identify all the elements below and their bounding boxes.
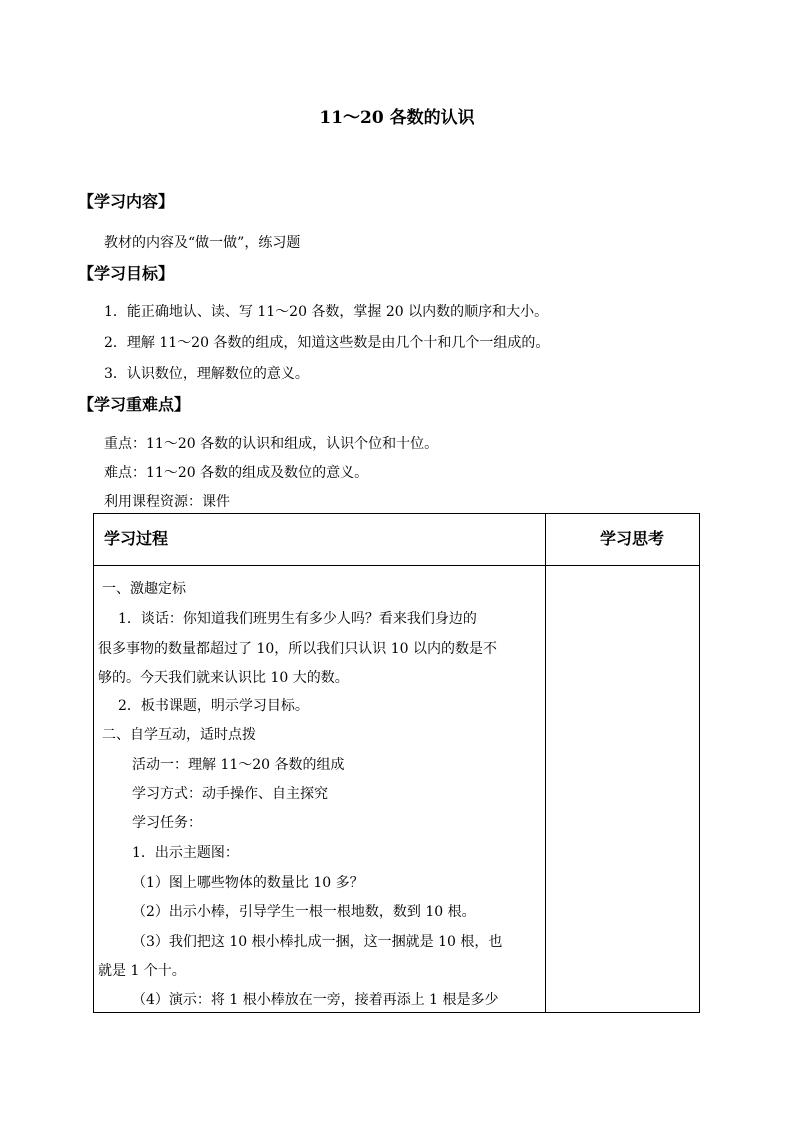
process-line: 1．出示主题图： bbox=[132, 845, 239, 861]
process-line: （4）演示：将 1 根小棒放在一旁，接着再添上 1 根是多少 bbox=[132, 992, 499, 1008]
section-heading-content: 【学习内容】 bbox=[78, 192, 175, 211]
process-line: 二、自学互动，适时点拨 bbox=[102, 727, 256, 743]
process-line: （2）出示小棒，引导学生一根一根地数，数到 10 根。 bbox=[132, 904, 476, 920]
process-line: （1）图上哪些物体的数量比 10 多？ bbox=[132, 875, 364, 891]
table-header-row bbox=[94, 514, 699, 566]
process-line: 学习任务： bbox=[132, 815, 202, 831]
goal-line-3: 3．认识数位，理解数位的意义。 bbox=[104, 366, 309, 382]
key-point-line-2: 难点：11～20 各数的组成及数位的意义。 bbox=[104, 465, 369, 481]
column-divider bbox=[545, 514, 546, 1012]
process-line: 学习方式：动手操作、自主探究 bbox=[132, 786, 328, 802]
process-line: 够的。今天我们就来认识比 10 大的数。 bbox=[98, 670, 349, 686]
process-line: 很多事物的数量都超过了 10，所以我们只认识 10 以内的数是不 bbox=[98, 641, 497, 657]
process-line: （3）我们把这 10 根小棒扎成一捆，这一捆就是 10 根，也 bbox=[132, 934, 503, 950]
page-title: 11～20 各数的认识 bbox=[319, 108, 475, 128]
header-process: 学习过程 bbox=[104, 529, 169, 548]
process-line: 一、激趣定标 bbox=[102, 581, 186, 597]
goal-line-2: 2．理解 11～20 各数的组成，知道这些数是由几个十和几个一组成的。 bbox=[104, 335, 550, 351]
section-heading-goals: 【学习目标】 bbox=[78, 264, 175, 283]
process-line: 就是 1 个十。 bbox=[98, 963, 186, 979]
key-point-line-1: 重点：11～20 各数的认识和组成，认识个位和十位。 bbox=[104, 436, 439, 452]
section-heading-key-points: 【学习重难点】 bbox=[78, 395, 191, 414]
process-line: 2．板书课题，明示学习目标。 bbox=[118, 698, 309, 714]
key-point-line-3: 利用课程资源：课件 bbox=[104, 494, 230, 510]
content-line: 教材的内容及“做一做”，练习题 bbox=[104, 235, 301, 251]
header-thinking: 学习思考 bbox=[600, 529, 665, 548]
process-table bbox=[93, 513, 700, 1013]
process-line: 1．谈话：你知道我们班男生有多少人吗？看来我们身边的 bbox=[118, 611, 477, 627]
process-line: 活动一：理解 11～20 各数的组成 bbox=[132, 757, 345, 773]
goal-line-1: 1．能正确地认、读、写 11～20 各数，掌握 20 以内数的顺序和大小。 bbox=[104, 304, 549, 320]
